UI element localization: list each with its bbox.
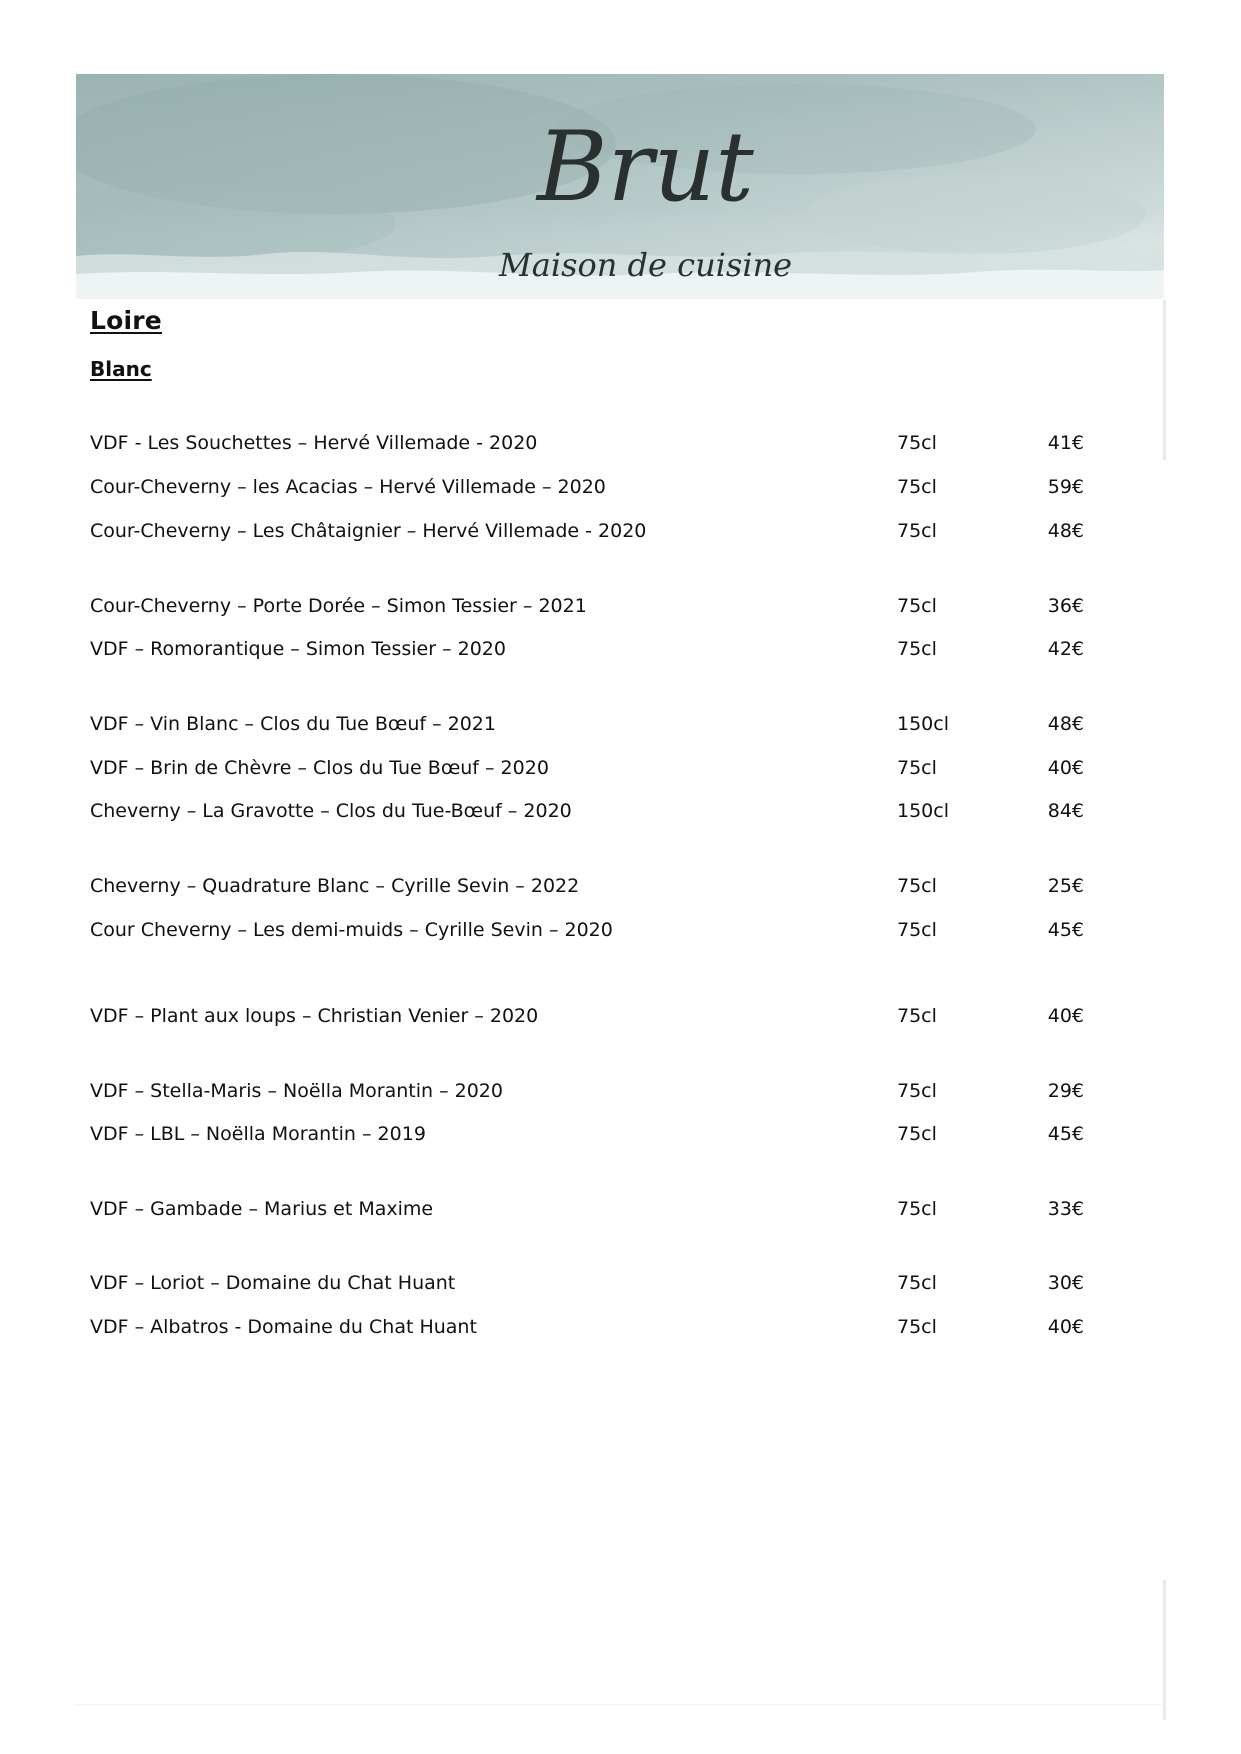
wine-volume: 75cl (897, 638, 937, 660)
wine-name: VDF – Plant aux loups – Christian Venier – 2020 (90, 1005, 539, 1027)
wine-volume: 75cl (897, 919, 937, 941)
page-bottom-line (76, 1704, 1164, 1705)
wine-row (0, 1001, 1241, 1031)
brand-logo: Brut (537, 111, 754, 223)
wine-price: 41€ (1047, 432, 1084, 454)
wine-name: VDF – Romorantique – Simon Tessier – 2020 (90, 638, 506, 660)
wine-row (0, 871, 1241, 901)
wine-row (0, 1076, 1241, 1106)
wine-price: 84€ (1047, 800, 1084, 822)
wine-volume: 75cl (897, 595, 937, 617)
region-title: Loire (90, 306, 162, 335)
wine-volume: 75cl (897, 1272, 937, 1294)
page-edge-mark (1163, 1580, 1166, 1720)
wine-name: Cheverny – La Gravotte – Clos du Tue-Bœuf – 2020 (90, 800, 572, 822)
watercolor-background (76, 74, 1164, 299)
wine-volume: 75cl (897, 476, 937, 498)
wine-row (0, 1194, 1241, 1224)
wine-price: 29€ (1047, 1080, 1084, 1102)
wine-name: VDF – Loriot – Domaine du Chat Huant (90, 1272, 456, 1294)
wine-volume: 75cl (897, 1005, 937, 1027)
wine-name: VDF – Gambade – Marius et Maxime (90, 1198, 434, 1220)
wine-price: 48€ (1047, 520, 1084, 542)
wine-price: 30€ (1047, 1272, 1084, 1294)
page-edge-mark (1163, 300, 1166, 460)
wine-volume: 75cl (897, 1123, 937, 1145)
wine-name: VDF - Les Souchettes – Hervé Villemade - 2020 (90, 432, 538, 454)
wine-row (0, 753, 1241, 783)
wine-price: 42€ (1047, 638, 1084, 660)
wine-price: 45€ (1047, 1123, 1084, 1145)
wine-name: VDF – Brin de Chèvre – Clos du Tue Bœuf – 2020 (90, 757, 549, 779)
wine-price: 25€ (1047, 875, 1084, 897)
wine-price: 59€ (1047, 476, 1084, 498)
wine-row (0, 634, 1241, 664)
wine-volume: 75cl (897, 520, 937, 542)
wine-name: Cour-Cheverny – Porte Dorée – Simon Tessier – 2021 (90, 595, 587, 617)
wine-volume: 75cl (897, 432, 937, 454)
wine-price: 48€ (1047, 713, 1084, 735)
wine-name: VDF – LBL – Noëlla Morantin – 2019 (90, 1123, 426, 1145)
wine-name: Cour-Cheverny – les Acacias – Hervé Villemade – 2020 (90, 476, 606, 498)
wine-row (0, 472, 1241, 502)
wine-name: Cour Cheverny – Les demi-muids – Cyrille Sevin – 2020 (90, 919, 613, 941)
wine-row (0, 1119, 1241, 1149)
wine-row (0, 591, 1241, 621)
wine-row (0, 516, 1241, 546)
wine-price: 40€ (1047, 1005, 1084, 1027)
wine-name: Cheverny – Quadrature Blanc – Cyrille Sevin – 2022 (90, 875, 580, 897)
wine-name: Cour-Cheverny – Les Châtaignier – Hervé Villemade - 2020 (90, 520, 647, 542)
wine-volume: 75cl (897, 757, 937, 779)
wine-row (0, 1268, 1241, 1298)
brand-tagline: Maison de cuisine (499, 246, 793, 284)
wine-name: VDF – Albatros - Domaine du Chat Huant (90, 1316, 477, 1338)
wine-row (0, 709, 1241, 739)
wine-volume: 150cl (897, 713, 949, 735)
wine-price: 33€ (1047, 1198, 1084, 1220)
wine-row (0, 428, 1241, 458)
wine-row (0, 1312, 1241, 1342)
wine-volume: 75cl (897, 875, 937, 897)
wine-name: VDF – Stella-Maris – Noëlla Morantin – 2020 (90, 1080, 503, 1102)
wine-volume: 75cl (897, 1080, 937, 1102)
wine-volume: 75cl (897, 1198, 937, 1220)
wine-name: VDF – Vin Blanc – Clos du Tue Bœuf – 2021 (90, 713, 496, 735)
wine-row (0, 915, 1241, 945)
wine-price: 40€ (1047, 757, 1084, 779)
header-banner (76, 74, 1164, 299)
wine-volume: 75cl (897, 1316, 937, 1338)
wine-category-title: Blanc (90, 357, 152, 381)
wine-row (0, 796, 1241, 826)
wine-volume: 150cl (897, 800, 949, 822)
wine-price: 40€ (1047, 1316, 1084, 1338)
wine-price: 36€ (1047, 595, 1084, 617)
wine-price: 45€ (1047, 919, 1084, 941)
